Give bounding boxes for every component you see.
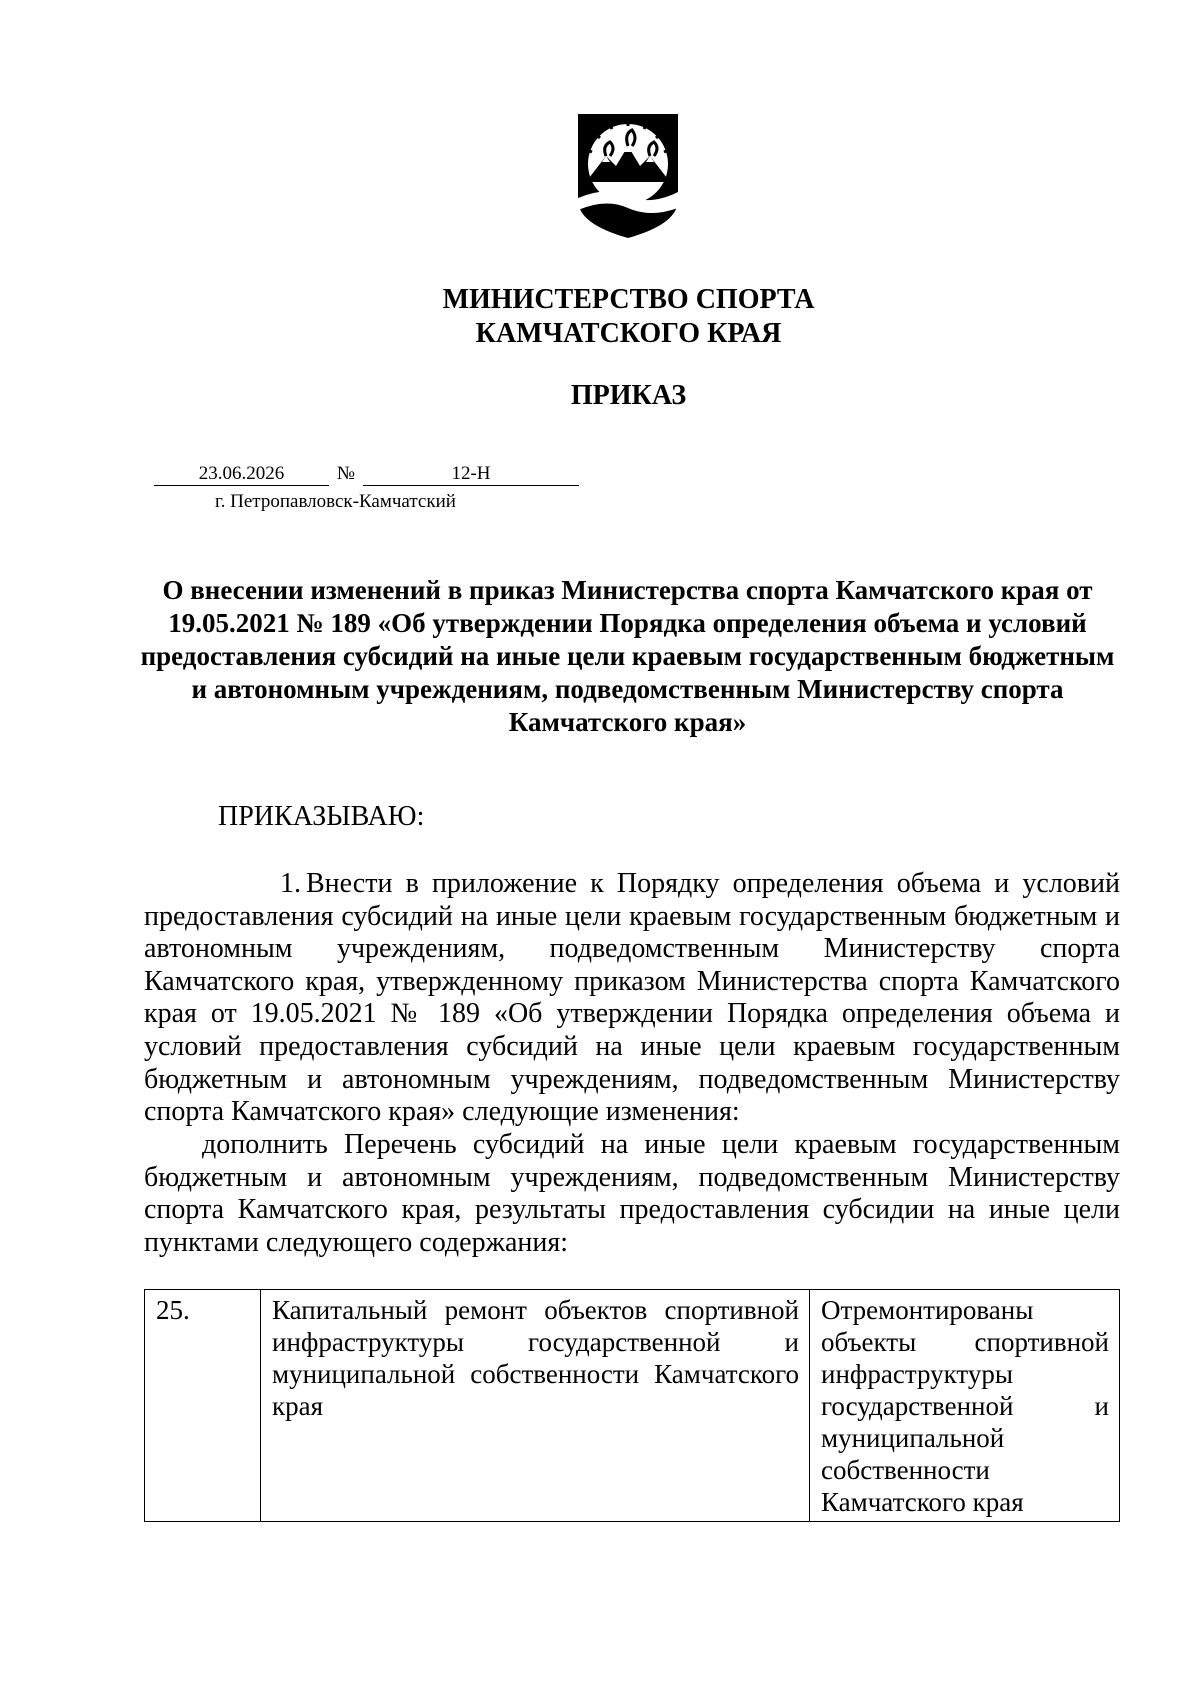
table-cell-number: 25. [145, 1290, 261, 1522]
paragraph-2: дополнить Перечень субсидий на иные цели краевым государственным бюджетным и автономным учреждениям, подведомственным Министерству спорта Камчатского края, результаты предоставления субсидии на иные цели пунктами следующего содержания: [144, 1129, 1120, 1258]
table-cell-result: Отремонтированы объекты спортивной инфраструктуры государственной и муниципальной собственности Камчатского края [810, 1290, 1120, 1522]
order-date: 23.06.2026 [154, 463, 329, 486]
orders-label: ПРИКАЗЫВАЮ: [218, 801, 425, 832]
table-row [145, 1290, 1120, 1522]
ministry-name-line2: КАМЧАТСКОГО КРАЯ [475, 318, 782, 349]
paragraph-1-text: Внести в приложение к Порядку определения объема и условий предоставления субсидий на иные цели краевым государственным бюджетным и автономным учреждениям, подведомственным Министерству спорта Камчатского края, утвержденному приказом Министерства спорта Камчатского края от 19.05.2021 № 189 «Об утверждении Порядка определения объема и условий предоставления субсидий на иные цели краевым государственным бюджетным и автономным учреждениям, подведомственным Министерству спорта Камчатского края» следующие изменения: [144, 868, 1120, 1128]
kamchatka-coat-of-arms-icon [576, 112, 680, 240]
table-cell-subsidy: Капитальный ремонт объектов спортивной инфраструктуры государственной и муниципальной собственности Камчатского края [261, 1290, 810, 1522]
order-number: 12-Н [363, 463, 579, 486]
paragraph-1-number: 1. [280, 868, 301, 899]
city-name: г. Петропавловск-Камчатский [215, 491, 456, 512]
paragraph-1 [144, 868, 1120, 1129]
amendment-table [144, 1289, 1120, 1522]
document-title: О внесении изменений в приказ Министерства спорта Камчатского края от 19.05.2021 № 189 «Об утверждении Порядка определения объема и условий предоставления субсидий на иные цели краевым государственным бюджетным и автономным учреждениям, подведомственным Министерству спорта Камчатского края» [140, 575, 1115, 737]
ministry-name-line1: МИНИСТЕРСТВО СПОРТА [442, 284, 815, 315]
order-number-sign: № [336, 463, 356, 484]
document-type: ПРИКАЗ [570, 380, 687, 411]
